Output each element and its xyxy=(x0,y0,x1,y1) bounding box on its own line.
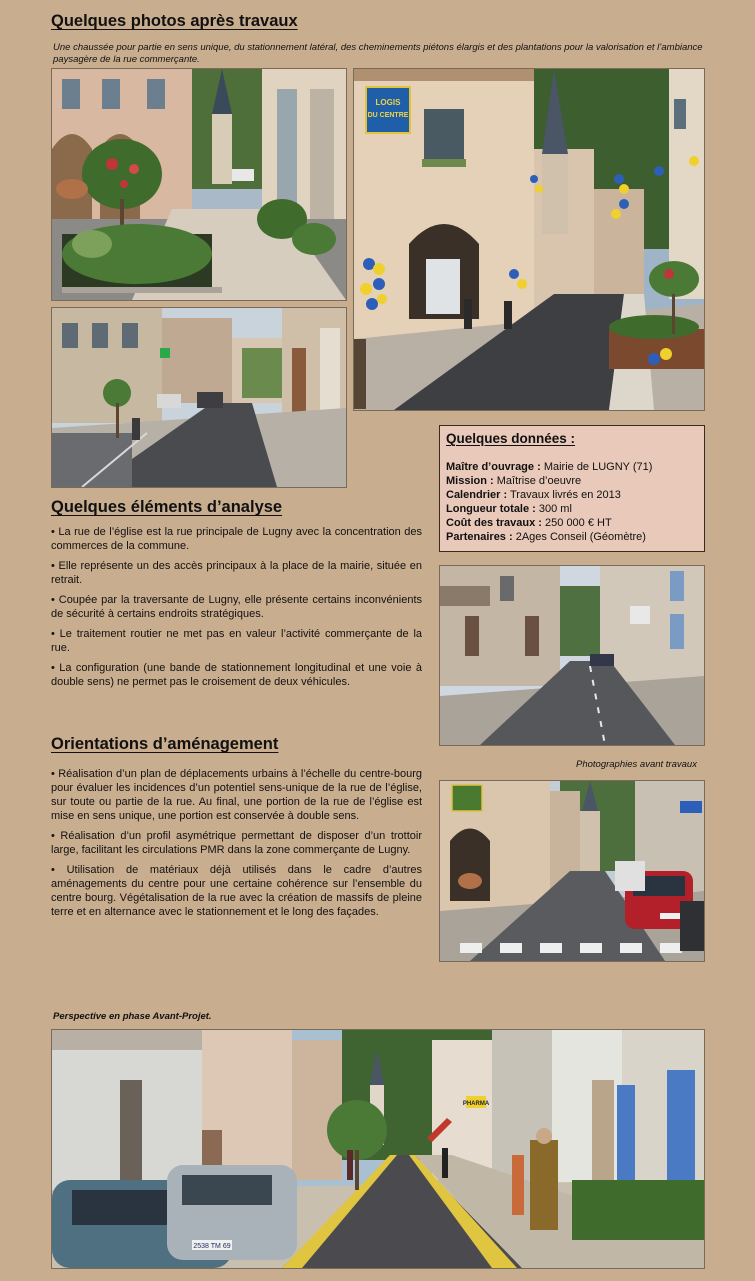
sign-logis-text: LOGIS xyxy=(375,98,401,107)
data-row-partenaires: Partenaires : 2Ages Conseil (Géomètre) xyxy=(446,531,646,543)
orientation-item: • Réalisation d’un profil asymétrique permettant de disposer d’un trottoir large, facilitant les circulations PMR dans la zone commerçante de Lugny. xyxy=(51,830,422,856)
analysis-list xyxy=(51,525,422,695)
data-box-title: Quelques données : xyxy=(446,431,576,446)
analysis-item: • Le traitement routier ne met pas en valeur l’activité commerçante de la rue. xyxy=(51,628,422,654)
car-plate-text: 2538 TM 69 xyxy=(193,1243,231,1250)
perspective-caption: Perspective en phase Avant-Projet. xyxy=(53,1011,212,1022)
analysis-item: • Elle représente un des accès principaux à la place de la mairie, située en retrait. xyxy=(51,560,422,586)
data-row-maitre: Maître d’ouvrage : Mairie de LUGNY (71) xyxy=(446,461,653,473)
data-row-cout: Coût des travaux : 250 000 € HT xyxy=(446,517,612,529)
page-title: Quelques photos après travaux xyxy=(51,12,298,30)
pharmacy-sign-text: PHARMA xyxy=(462,1101,490,1107)
intro-caption: Une chaussée pour partie en sens unique, du stationnement latéral, des cheminements piétons élargis et des plantations pour la valorisation et l’ambiance paysagère de la rue commerçante. xyxy=(53,42,703,65)
analysis-item: • Coupée par la traversante de Lugny, elle présente certains inconvénients de sécurité à certains endroits stratégiques. xyxy=(51,594,422,620)
photo-after-logis xyxy=(353,68,705,411)
orientation-item: • Utilisation de matériaux déjà utilisés dans le cadre d’autres aménagements du centre pour une certaine cohérence sur l’ensemble du centre bourg. Végétalisation de la rue avec la création de massifs de pleine terre et en alternance avec le stationnement et le long des façades. xyxy=(51,864,422,918)
orientations-list xyxy=(51,767,422,925)
data-row-mission: Mission : Maîtrise d’oeuvre xyxy=(446,475,582,487)
svg-text:DU CENTRE: DU CENTRE xyxy=(367,112,409,119)
photo-after-street xyxy=(51,307,347,488)
data-box xyxy=(439,425,705,552)
analysis-item: • La configuration (une bande de stationnement longitudinal et une voie à double sens) ne permet pas le croisement de deux véhicules. xyxy=(51,662,422,688)
photo-before-2 xyxy=(439,780,705,962)
analysis-title: Quelques éléments d’analyse xyxy=(51,498,283,516)
analysis-item: • La rue de l’église est la rue principale de Lugny avec la concentration des commerces de la commune. xyxy=(51,526,422,552)
photo-after-planters xyxy=(51,68,347,301)
photo-before-1 xyxy=(439,565,705,746)
orientations-title: Orientations d’aménagement xyxy=(51,735,279,753)
orientation-item: • Réalisation d’un plan de déplacements urbains à l’échelle du centre-bourg pour évaluer les incidences d’un potentiel sens-unique de la rue de l’église, sur toute ou partie de la rue. Au final, une portion de la rue de l’église est mise en sens unique, une portion est conservée à double sens. xyxy=(51,768,422,822)
data-row-calendrier: Calendrier : Travaux livrés en 2013 xyxy=(446,489,621,501)
data-row-longueur: Longueur totale : 300 ml xyxy=(446,503,572,515)
perspective-image xyxy=(51,1029,705,1269)
before-caption: Photographies avant travaux xyxy=(576,759,697,770)
